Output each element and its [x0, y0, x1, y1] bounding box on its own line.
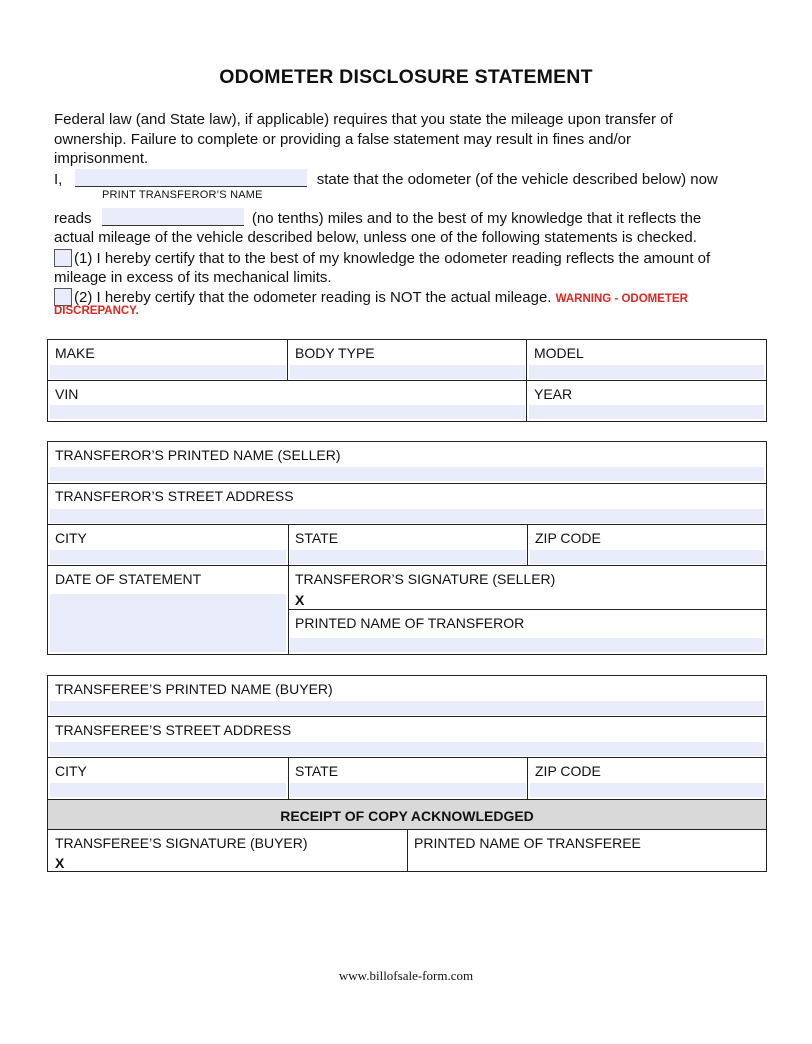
i-prefix: I,	[54, 171, 63, 188]
buyer-state-input[interactable]	[290, 783, 526, 797]
seller-state-label: STATE	[295, 530, 339, 546]
body-type-input[interactable]	[290, 365, 525, 379]
print-transferor-name-label: PRINT TRANSFEROR’S NAME	[102, 189, 263, 201]
seller-street-input[interactable]	[50, 509, 764, 523]
option-1-line	[54, 249, 774, 269]
seller-city-cell	[48, 525, 288, 566]
buyer-signature-label: TRANSFEREE’S SIGNATURE (BUYER)	[55, 835, 308, 851]
buyer-signature-cell	[48, 830, 407, 871]
buyer-street-cell	[48, 717, 766, 758]
option-1-checkbox[interactable]	[54, 249, 72, 267]
body-type-label: BODY TYPE	[295, 345, 375, 361]
transferee-printed-name-label: PRINTED NAME OF TRANSFEREE	[414, 835, 641, 851]
divider	[527, 757, 528, 799]
buyer-name-label: TRANSFEREE’S PRINTED NAME (BUYER)	[55, 681, 333, 697]
seller-state-input[interactable]	[290, 550, 526, 564]
buyer-state-label: STATE	[295, 763, 339, 779]
transferor-printed-name-input[interactable]	[290, 638, 764, 652]
transferor-printed-name-label: PRINTED NAME OF TRANSFEROR	[295, 615, 525, 631]
divider	[407, 829, 408, 871]
buyer-city-label: CITY	[55, 763, 87, 779]
buyer-signature-x[interactable]: X	[55, 855, 65, 871]
receipt-of-copy-header: RECEIPT OF COPY ACKNOWLEDGED	[48, 800, 766, 830]
transferor-printed-name-cell	[288, 610, 766, 654]
divider	[288, 757, 289, 799]
transferor-statement-line	[54, 169, 774, 190]
year-label: YEAR	[534, 386, 573, 402]
seller-street-label: TRANSFEROR’S STREET ADDRESS	[55, 488, 294, 504]
year-cell	[527, 381, 766, 421]
seller-signature-label: TRANSFEROR’S SIGNATURE (SELLER)	[295, 571, 556, 587]
buyer-zip-cell	[528, 758, 766, 799]
make-input[interactable]	[50, 365, 286, 379]
buyer-street-label: TRANSFEREE’S STREET ADDRESS	[55, 722, 292, 738]
seller-zip-label: ZIP CODE	[535, 530, 601, 546]
mileage-field[interactable]	[102, 208, 244, 226]
divider	[288, 524, 289, 654]
warning-text-2: DISCREPANCY.	[54, 305, 139, 317]
option-2-checkbox[interactable]	[54, 288, 72, 306]
vin-input[interactable]	[50, 405, 525, 419]
seller-table	[47, 441, 767, 655]
divider	[526, 340, 527, 421]
divider	[48, 799, 766, 800]
seller-state-cell	[288, 525, 528, 566]
actual-mileage-line: actual mileage of the vehicle described below, unless one of the following statements is checked.	[54, 229, 697, 246]
seller-zip-cell	[528, 525, 766, 566]
page-title: ODOMETER DISCLOSURE STATEMENT	[219, 66, 593, 88]
option-2-line	[54, 288, 774, 310]
option-1-line-2: mileage in excess of its mechanical limits.	[54, 269, 332, 286]
intro-line-2: ownership. Failure to complete or providing a false statement may result in fines and/or	[54, 131, 631, 148]
vehicle-table	[47, 339, 767, 422]
buyer-state-cell	[288, 758, 528, 799]
buyer-street-input[interactable]	[50, 742, 764, 756]
date-of-statement-input[interactable]	[50, 594, 286, 652]
divider	[287, 340, 288, 380]
seller-city-label: CITY	[55, 530, 87, 546]
divider	[48, 716, 766, 717]
buyer-zip-input[interactable]	[530, 783, 764, 797]
model-label: MODEL	[534, 345, 584, 361]
transferor-name-field[interactable]	[75, 169, 307, 187]
buyer-city-input[interactable]	[50, 783, 286, 797]
date-of-statement-label: DATE OF STATEMENT	[55, 571, 202, 587]
seller-name-label: TRANSFEROR’S PRINTED NAME (SELLER)	[55, 447, 341, 463]
reads-line	[54, 208, 774, 229]
transferee-printed-name-cell	[407, 830, 766, 871]
seller-street-cell	[48, 483, 766, 525]
buyer-name-input[interactable]	[50, 701, 764, 715]
divider	[48, 565, 766, 566]
model-input[interactable]	[529, 365, 764, 379]
divider	[48, 380, 766, 381]
vin-cell	[48, 381, 527, 421]
seller-name-input[interactable]	[50, 467, 764, 481]
year-input[interactable]	[529, 405, 764, 419]
seller-name-cell	[48, 442, 766, 483]
model-cell	[527, 340, 766, 381]
buyer-zip-label: ZIP CODE	[535, 763, 601, 779]
divider	[48, 524, 766, 525]
footer-url: www.billofsale-form.com	[338, 968, 474, 983]
buyer-name-cell	[48, 676, 766, 717]
divider	[48, 757, 766, 758]
option-1-text: (1) I hereby certify that to the best of my knowledge the odometer reading reflects the amount of	[74, 250, 711, 267]
make-cell	[48, 340, 288, 381]
intro-line-1: Federal law (and State law), if applicable) requires that you state the mileage upon transfer of	[54, 111, 673, 128]
seller-zip-input[interactable]	[530, 550, 764, 564]
seller-signature-cell	[288, 566, 766, 610]
warning-text: WARNING - ODOMETER	[555, 293, 688, 305]
reads-label: reads	[54, 210, 92, 227]
seller-city-input[interactable]	[50, 550, 286, 564]
divider	[527, 524, 528, 565]
intro-line-3: imprisonment.	[54, 150, 149, 167]
vin-label: VIN	[55, 386, 79, 402]
state-text: state that the odometer (of the vehicle described below) now	[316, 171, 718, 188]
miles-text: (no tenths) miles and to the best of my knowledge that it reflects the	[251, 210, 702, 227]
seller-signature-x[interactable]: X	[295, 592, 305, 608]
date-of-statement-cell	[48, 566, 288, 654]
option-2-text: (2) I hereby certify that the odometer reading is NOT the actual mileage.	[74, 289, 552, 306]
divider	[48, 483, 766, 484]
buyer-table	[47, 675, 767, 872]
body-type-cell	[288, 340, 527, 381]
divider	[288, 609, 766, 610]
make-label: MAKE	[55, 345, 95, 361]
buyer-city-cell	[48, 758, 288, 799]
